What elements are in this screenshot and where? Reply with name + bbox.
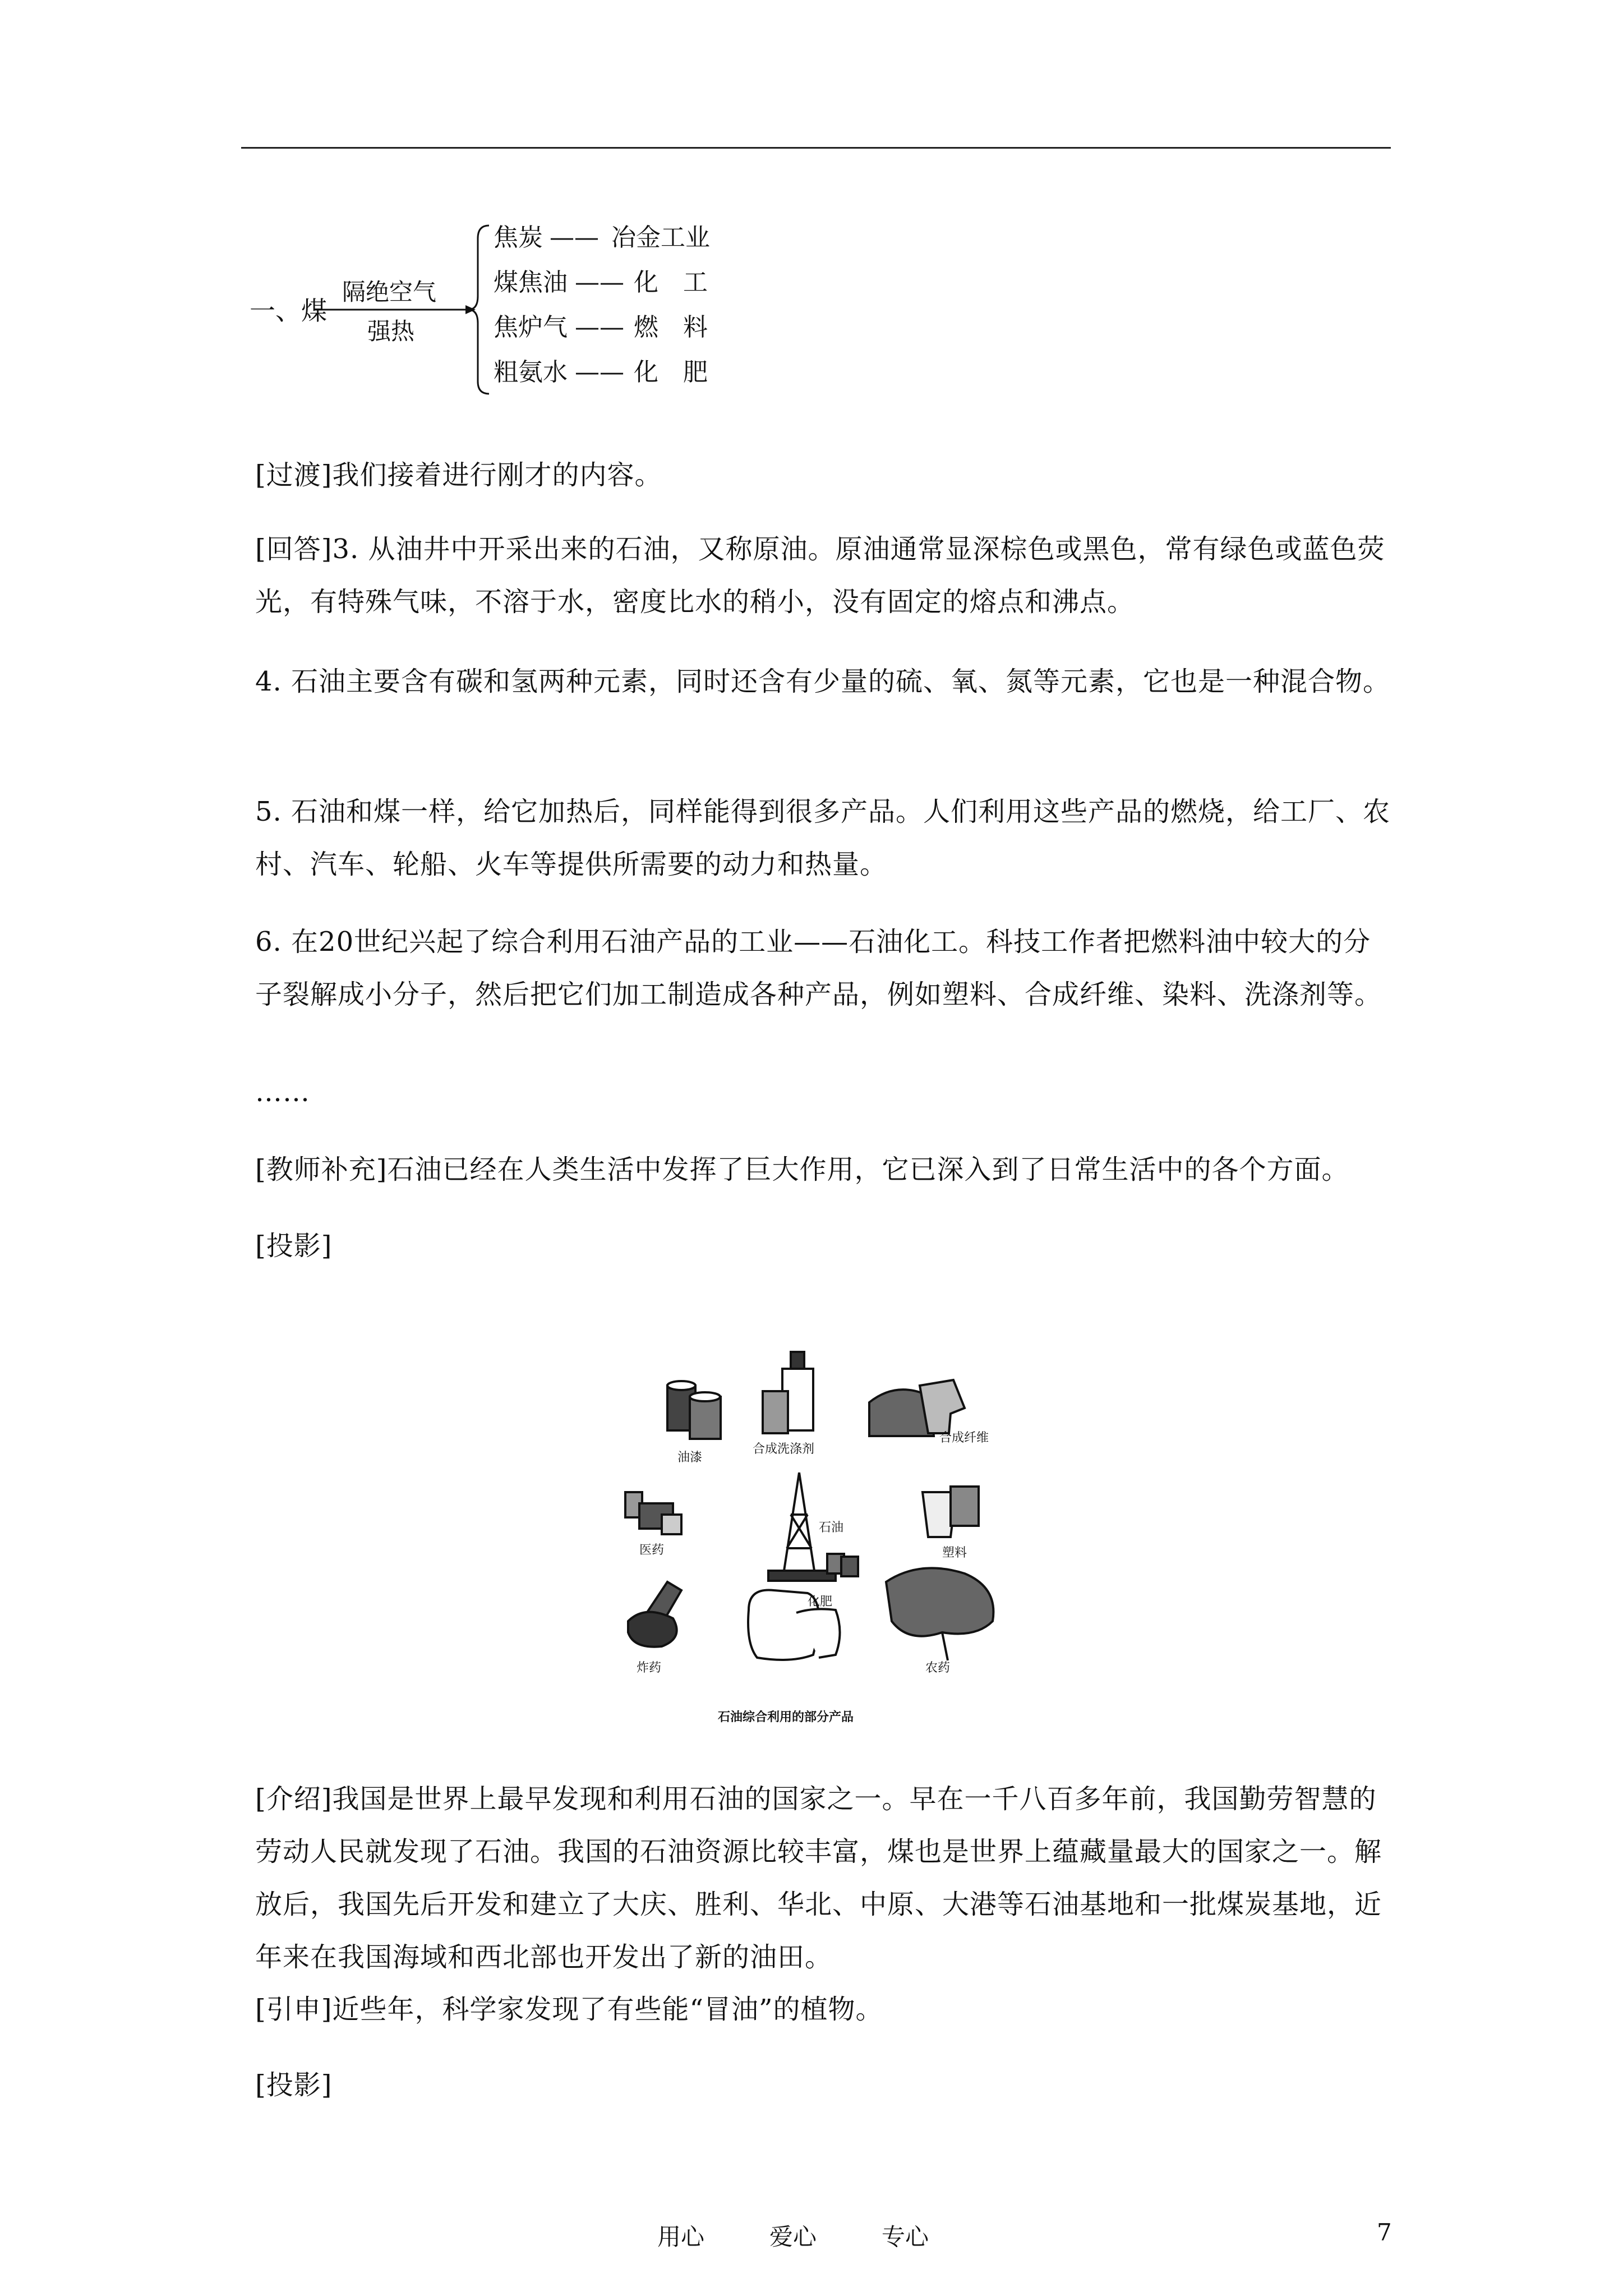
diagram-product-3: 焦炉气 bbox=[494, 313, 568, 342]
label-paint: 油漆 bbox=[677, 1451, 703, 1465]
petroleum-products-figure bbox=[606, 1318, 1038, 1733]
diagram-use-4: 化 肥 bbox=[634, 358, 708, 386]
label-explosives: 炸药 bbox=[637, 1661, 662, 1675]
diagram-product-1: 焦炭 bbox=[494, 223, 543, 252]
medicine-icon bbox=[625, 1492, 681, 1534]
oil-derrick-icon bbox=[768, 1473, 858, 1581]
paragraph-projection-1: [投影] bbox=[255, 1230, 333, 1262]
paragraph-item-6: 6. 在20世纪兴起了综合利用石油产品的工业——石油化工。科技工作者把燃料油中较大的分子裂解成小分子，然后把它们加工制造成各种产品，例如塑料、合成纤维、染料、洗涤剂等。 bbox=[255, 926, 1382, 1010]
paragraph-answer-3: [回答]3. 从油井中开采出来的石油，又称原油。原油通常显深棕色或黑色，常有绿色或蓝色荧光，有特殊气味，不溶于水，密度比水的稍小，没有固定的熔点和沸点。 bbox=[255, 533, 1385, 618]
page-number: 7 bbox=[1377, 2219, 1392, 2246]
diagram-use-3: 燃 料 bbox=[634, 313, 708, 342]
diagram-dash-4: —— bbox=[575, 358, 624, 386]
header-rule bbox=[241, 147, 1391, 149]
paragraph-introduction: [介绍]我国是世界上最早发现和利用石油的国家之一。早在一千八百多年前，我国勤劳智慧的劳动人民就发现了石油。我国的石油资源比较丰富，煤也是世界上蕴藏量最大的国家之一。解放后，我国先后开发和建立了大庆、胜利、华北、中原、大港等石油基地和一批煤炭基地，近年来在我国海域和西北部也开发出了新的油田。 bbox=[255, 1783, 1382, 1973]
diagram-dash-2: —— bbox=[575, 268, 624, 297]
paragraph-item-5: 5. 石油和煤一样，给它加热后，同样能得到很多产品。人们利用这些产品的燃烧，给工厂、农村、汽车、轮船、火车等提供所需要的动力和热量。 bbox=[255, 796, 1391, 880]
label-fiber: 合成纤维 bbox=[939, 1431, 989, 1445]
paragraph-item-4: 4. 石油主要含有碳和氢两种元素，同时还含有少量的硫、氧、氮等元素，它也是一种混合物。 bbox=[255, 666, 1391, 697]
diagram-use-2: 化 工 bbox=[634, 268, 708, 297]
label-fertilizer: 化肥 bbox=[808, 1595, 833, 1609]
footer-motto-3: 专心 bbox=[882, 2223, 929, 2251]
label-medicine: 医药 bbox=[639, 1543, 665, 1557]
synthetic-fiber-icon bbox=[869, 1380, 965, 1436]
paint-cans-icon bbox=[667, 1381, 721, 1439]
diagram-condition-bottom: 强热 bbox=[367, 318, 415, 345]
diagram-use-1: 冶金工业 bbox=[611, 223, 710, 252]
diagram-dash-3: —— bbox=[575, 313, 624, 342]
figure-caption: 石油综合利用的部分产品 bbox=[718, 1710, 854, 1724]
label-detergent: 合成洗涤剂 bbox=[753, 1442, 815, 1456]
paragraph-teacher-note: [教师补充]石油已经在人类生活中发挥了巨大作用，它已深入到了日常生活中的各个方面。 bbox=[255, 1154, 1349, 1185]
paragraph-ellipsis: …… bbox=[255, 1076, 310, 1108]
diagram-dash-1: —— bbox=[550, 223, 599, 252]
footer-motto-2: 爱心 bbox=[769, 2223, 817, 2251]
paragraph-transition: [过渡]我们接着进行刚才的内容。 bbox=[255, 459, 662, 491]
diagram-product-4: 粗氨水 bbox=[494, 358, 568, 386]
paragraph-extension: [引申]近些年，科学家发现了有些能“冒油”的植物。 bbox=[255, 1994, 883, 2025]
detergent-icon bbox=[763, 1352, 813, 1433]
paragraph-projection-2: [投影] bbox=[255, 2069, 333, 2101]
footer-motto-1: 用心 bbox=[657, 2223, 705, 2251]
diagram-product-2: 煤焦油 bbox=[494, 268, 568, 297]
diagram-condition-top: 隔绝空气 bbox=[342, 278, 437, 306]
pesticide-icon bbox=[886, 1568, 993, 1660]
plastics-icon bbox=[923, 1487, 979, 1537]
coal-distillation-diagram bbox=[247, 213, 751, 404]
label-plastics: 塑料 bbox=[942, 1546, 967, 1560]
explosives-icon bbox=[628, 1582, 681, 1647]
diagram-brace bbox=[468, 226, 489, 394]
label-pesticide: 农药 bbox=[925, 1661, 951, 1675]
label-center-oil: 石油 bbox=[819, 1521, 844, 1535]
diagram-source: 一、煤 bbox=[250, 296, 327, 326]
